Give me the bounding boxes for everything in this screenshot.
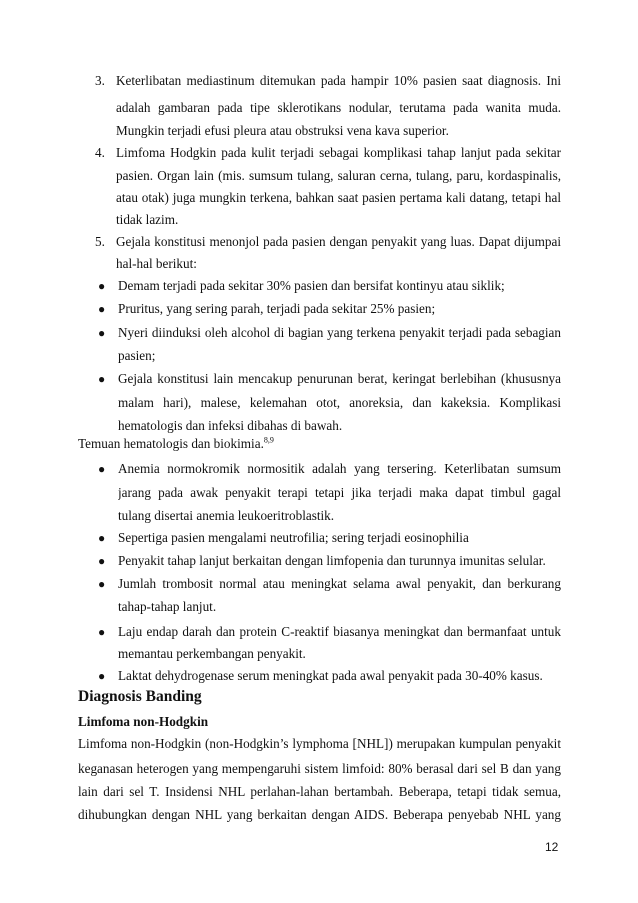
paragraph-line: lain dari sel T. Insidensi NHL perlahan-lahan bertambah. Beberapa, tetapi tidak semua, [78, 784, 561, 799]
bullet-icon: ● [98, 462, 106, 476]
bullet-icon: ● [98, 279, 106, 293]
bullet-text: tulang disertai anemia leukoeritroblastik. [118, 508, 335, 523]
bullet-text: Anemia normokromik normositik adalah yang tersering. Keterlibatan sumsum [118, 461, 561, 476]
bullet-icon: ● [98, 669, 106, 683]
bullet-text: Laktat dehydrogenase serum meningkat pada awal penyakit pada 30-40% kasus. [118, 668, 543, 683]
bullet-text: Laju endap darah dan protein C-reaktif biasanya meningkat dan bermanfaat untuk [118, 624, 561, 639]
text-line: hal-hal berikut: [116, 256, 197, 271]
bullet-text: Nyeri diinduksi oleh alcohol di bagian yang terkena penyakit terjadi pada sebagian [118, 325, 561, 340]
bullet-icon: ● [98, 531, 106, 545]
section-heading: Diagnosis Banding [78, 688, 202, 705]
page-number: 12 [545, 840, 559, 854]
citation-superscript: 8,9 [263, 435, 274, 445]
bullet-text: pasien; [118, 348, 156, 363]
bullet-text: Penyakit tahap lanjut berkaitan dengan limfopenia dan turunnya imunitas selular. [118, 553, 546, 568]
bullet-text: Pruritus, yang sering parah, terjadi pada sekitar 25% pasien; [118, 301, 436, 316]
text-line: Mungkin terjadi efusi pleura atau obstruksi vena kava superior. [116, 123, 449, 138]
bullet-text: Jumlah trombosit normal atau meningkat selama awal penyakit, dan berkurang [118, 576, 561, 591]
bullet-text: Gejala konstitusi lain mencakup penurunan berat, keringat berlebihan (khususnya [118, 371, 561, 386]
text-line: Limfoma Hodgkin pada kulit terjadi sebagai komplikasi tahap lanjut pada sekitar [116, 145, 561, 160]
bullet-text: hematologis dan infeksi dibahas di bawah. [118, 418, 343, 433]
bullet-text: tahap-tahap lanjut. [118, 599, 217, 614]
list-number: 4. [95, 145, 105, 160]
bullet-text: memantau perkembangan penyakit. [118, 646, 306, 661]
bullet-icon: ● [98, 326, 106, 340]
text-line: tidak lazim. [116, 212, 179, 227]
text-line: atau otak) juga mungkin terkena, bahkan saat pasien pertama kali datang, tetapi hal [116, 190, 561, 205]
subsection-heading: Limfoma non-Hodgkin [78, 714, 209, 729]
bullet-text: malam hari), malese, kelemahan otot, anoreksia, dan kakeksia. Komplikasi [118, 395, 561, 410]
text-line: Keterlibatan mediastinum ditemukan pada hampir 10% pasien saat diagnosis. Ini [116, 73, 561, 88]
text-line: Gejala konstitusi menonjol pada pasien dengan penyakit yang luas. Dapat dijumpai [116, 234, 561, 249]
paragraph-line: Limfoma non-Hodgkin (non-Hodgkin’s lymphoma [NHL]) merupakan kumpulan penyakit [78, 736, 561, 751]
text-line: pasien. Organ lain (mis. sumsum tulang, saluran cerna, tulang, paru, kordaspinalis, [116, 168, 561, 183]
paragraph-line: dihubungkan dengan NHL yang berkaitan dengan AIDS. Beberapa penyebab NHL yang [78, 807, 561, 822]
list-number: 5. [95, 234, 105, 249]
paragraph-line: keganasan heterogen yang mempengaruhi sistem limfoid: 80% berasal dari sel B dan yang [78, 761, 561, 776]
list-number: 3. [95, 73, 105, 88]
bullet-text: Demam terjadi pada sekitar 30% pasien dan bersifat kontinyu atau siklik; [118, 278, 505, 293]
bullet-icon: ● [98, 372, 106, 386]
bullet-text: Sepertiga pasien mengalami neutrofilia; sering terjadi eosinophilia [118, 530, 469, 545]
bullet-icon: ● [98, 577, 106, 591]
bullet-icon: ● [98, 625, 106, 639]
section-label-text: Temuan hematologis dan biokimia. [78, 436, 264, 451]
text-line: adalah gambaran pada tipe sklerotikans nodular, terutama pada wanita muda. [116, 100, 561, 115]
bullet-icon: ● [98, 554, 106, 568]
section-label [78, 436, 274, 452]
bullet-icon: ● [98, 302, 106, 316]
bullet-text: jarang pada awak penyakit terapi tetapi jika terjadi maka dapat timbul gagal [118, 485, 561, 500]
